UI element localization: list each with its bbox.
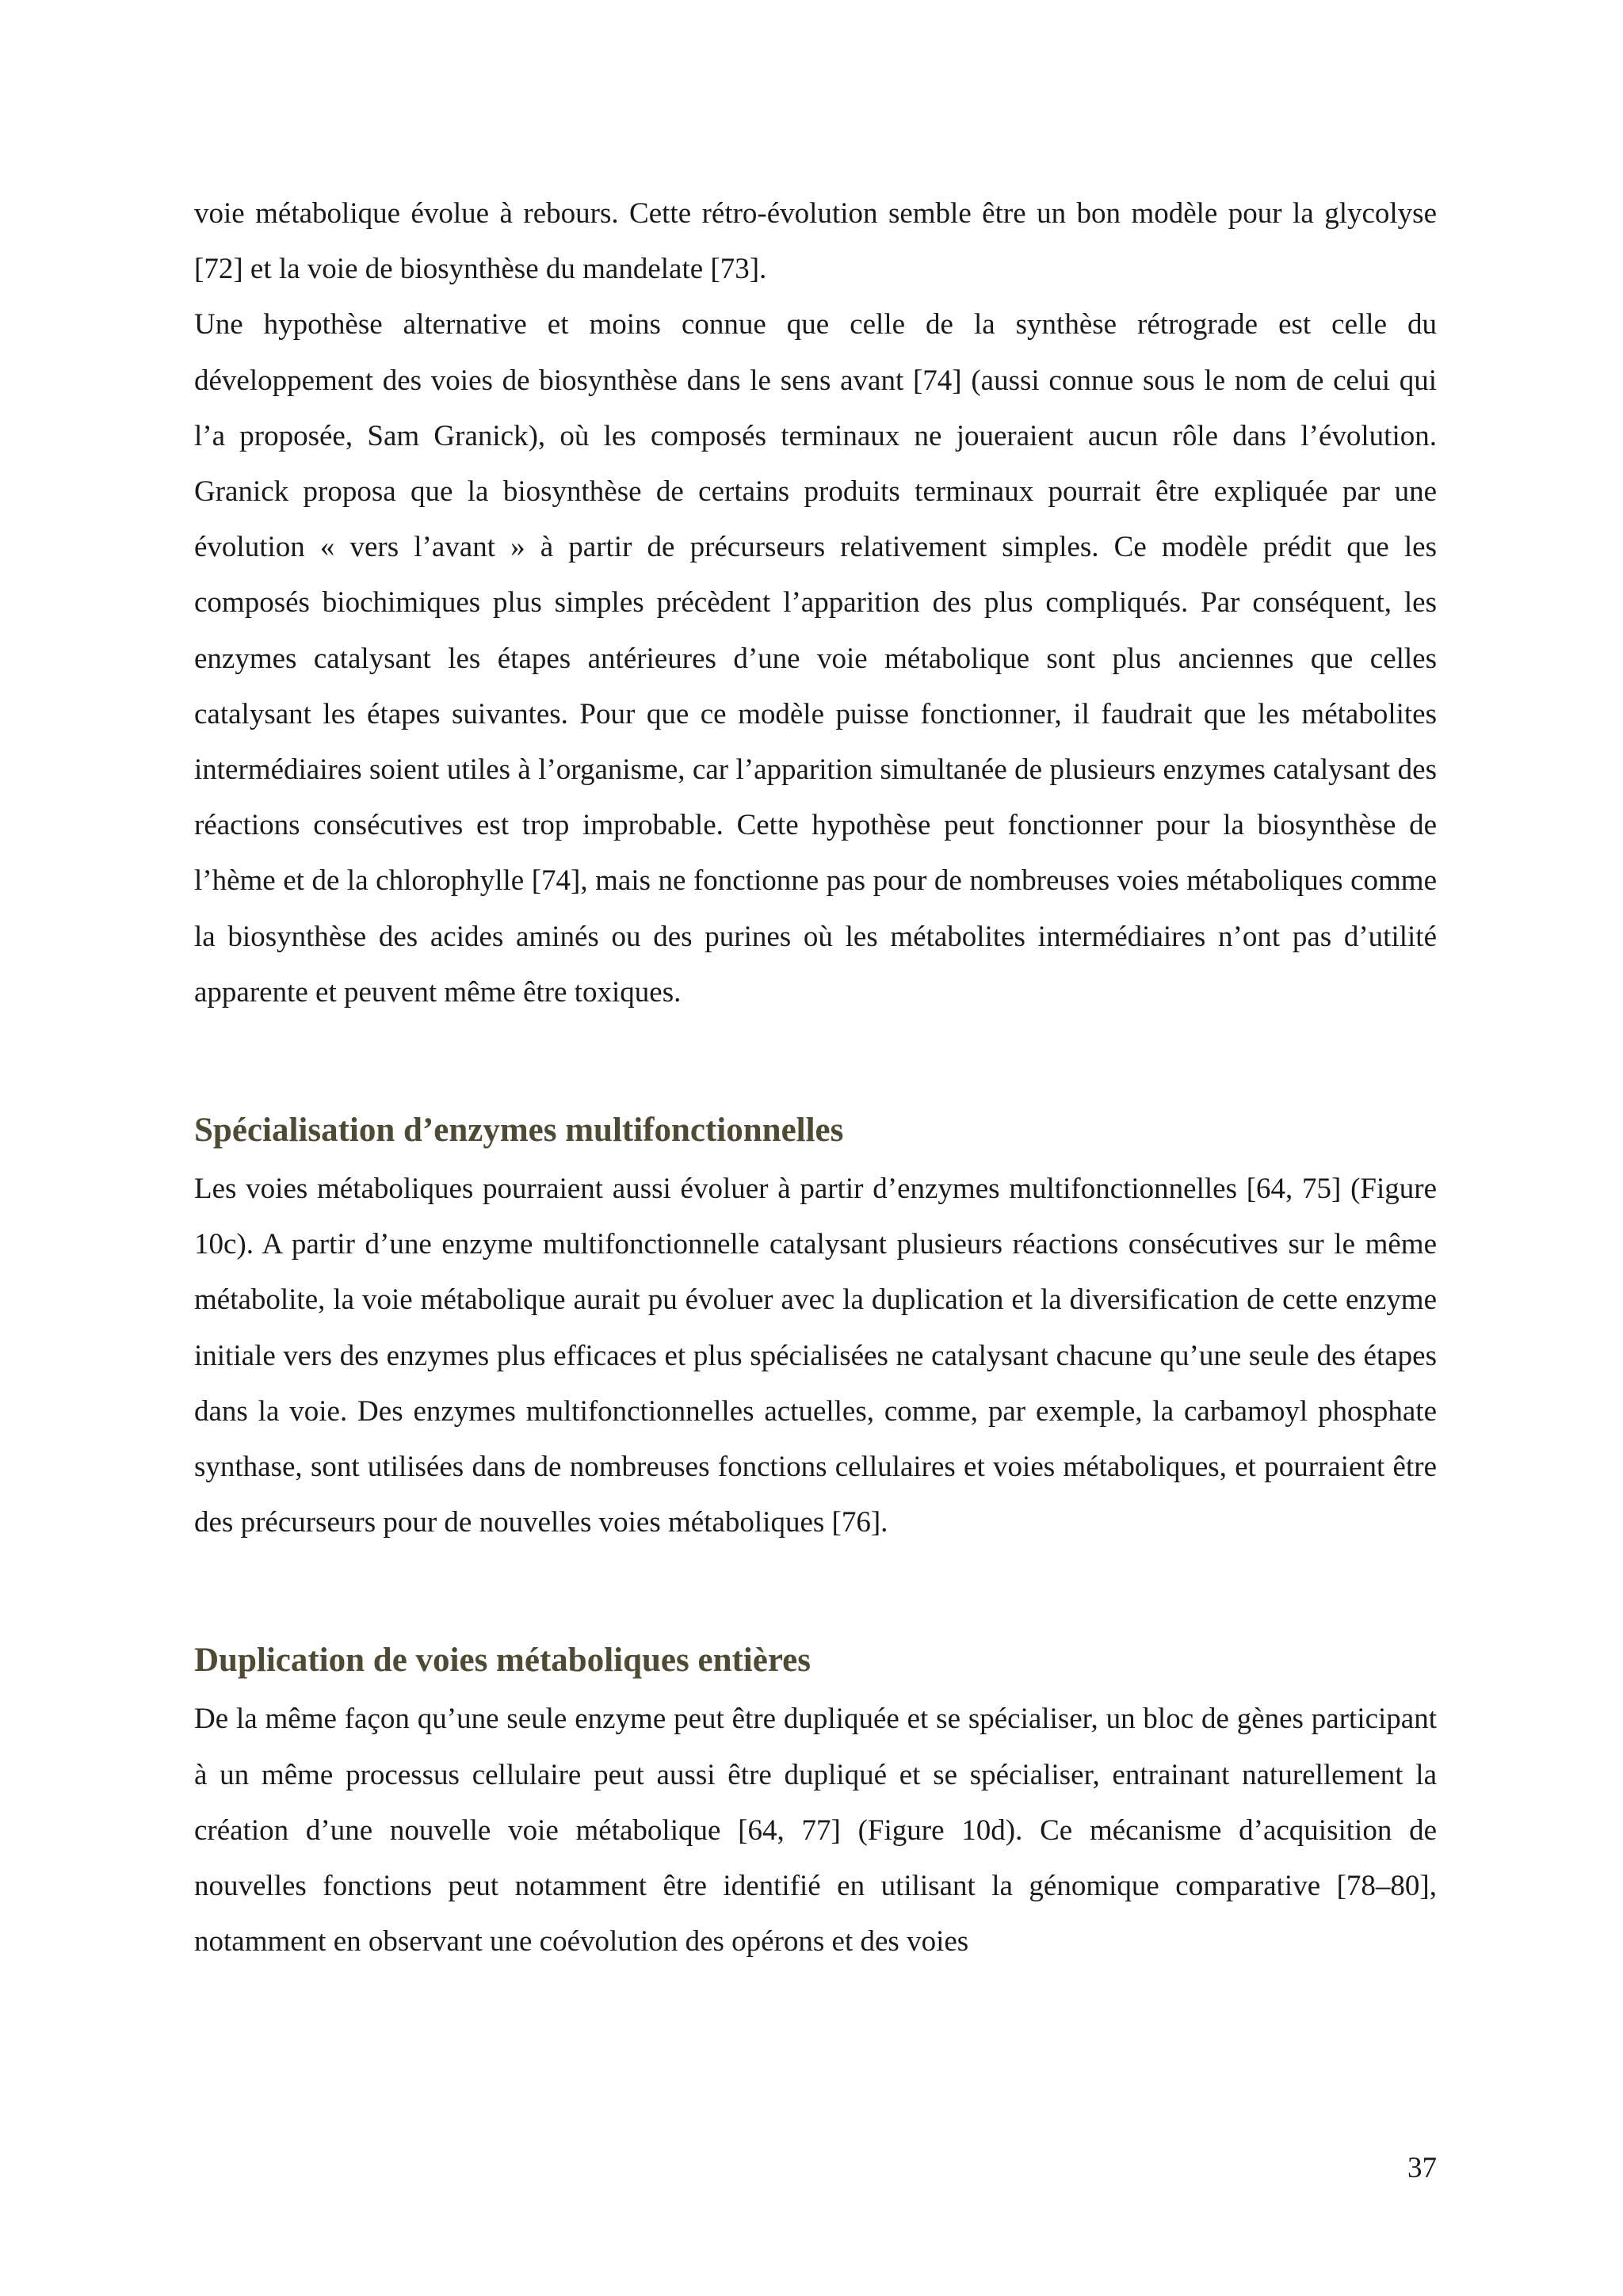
page-number: 37 <box>1407 2152 1437 2184</box>
section-heading: Spécialisation d’enzymes multifonctionnelles <box>194 1112 844 1150</box>
body-paragraph: Les voies métaboliques pourraient aussi évoluer à partir d’enzymes multifonctionnelles [64, 75] (Figure 10c). A partir d’une enzyme multifonctionnelle catalysant plusieurs réactions consécutives sur le même métabolite, la voie métabolique aurait pu évoluer avec la duplication et la diversification de cette enzyme initiale vers des enzymes plus efficaces et plus spécialisées ne catalysant chacune qu’une seule des étapes dans la voie. Des enzymes multifonctionnelles actuelles, comme, par exemple, la carbamoyl phosphate synthase, sont utilisées dans de nombreuses fonctions cellulaires et voies métaboliques, et pourraient être des précurseurs pour de nouvelles voies métaboliques [76]. <box>194 1173 1437 1539</box>
section-heading: Duplication de voies métaboliques entières <box>194 1642 811 1680</box>
body-paragraph: Une hypothèse alternative et moins connue que celle de la synthèse rétrograde est celle du développement des voies de biosynthèse dans le sens avant [74] (aussi connue sous le nom de celui qui l’a proposée, Sam Granick), où les composés terminaux ne joueraient aucun rôle dans l’évolution. Granick proposa que la biosynthèse de certains produits terminaux pourrait être expliquée par une évolution « vers l’avant » à partir de précurseurs relativement simples. Ce modèle prédit que les composés biochimiques plus simples précèdent l’apparition des plus compliqués. Par conséquent, les enzymes catalysant les étapes antérieures d’une voie métabolique sont plus anciennes que celles catalysant les étapes suivantes. Pour que ce modèle puisse fonctionner, il faudrait que les métabolites intermédiaires soient utiles à l’organisme, car l’apparition simultanée de plusieurs enzymes catalysant des réactions consécutives est trop improbable. Cette hypothèse peut fonctionner pour la biosynthèse de l’hème et de la chlorophylle [74], mais ne fonctionne pas pour de nombreuses voies métaboliques comme la biosynthèse des acides aminés ou des purines où les métabolites intermédiaires n’ont pas d’utilité apparente et peuvent même être toxiques. <box>194 308 1437 1009</box>
page-content <box>194 186 1437 1970</box>
body-paragraph: voie métabolique évolue à rebours. Cette rétro-évolution semble être un bon modèle pour la glycolyse [72] et la voie de biosynthèse du mandelate [73]. <box>194 197 1437 286</box>
body-paragraph: De la même façon qu’une seule enzyme peut être dupliquée et se spécialiser, un bloc de gènes participant à un même processus cellulaire peut aussi être dupliqué et se spécialiser, entrainant naturellement la création d’une nouvelle voie métabolique [64, 77] (Figure 10d). Ce mécanisme d’acquisition de nouvelles fonctions peut notamment être identifié en utilisant la génomique comparative [78–80], notamment en observant une coévolution des opérons et des voies <box>194 1703 1437 1958</box>
